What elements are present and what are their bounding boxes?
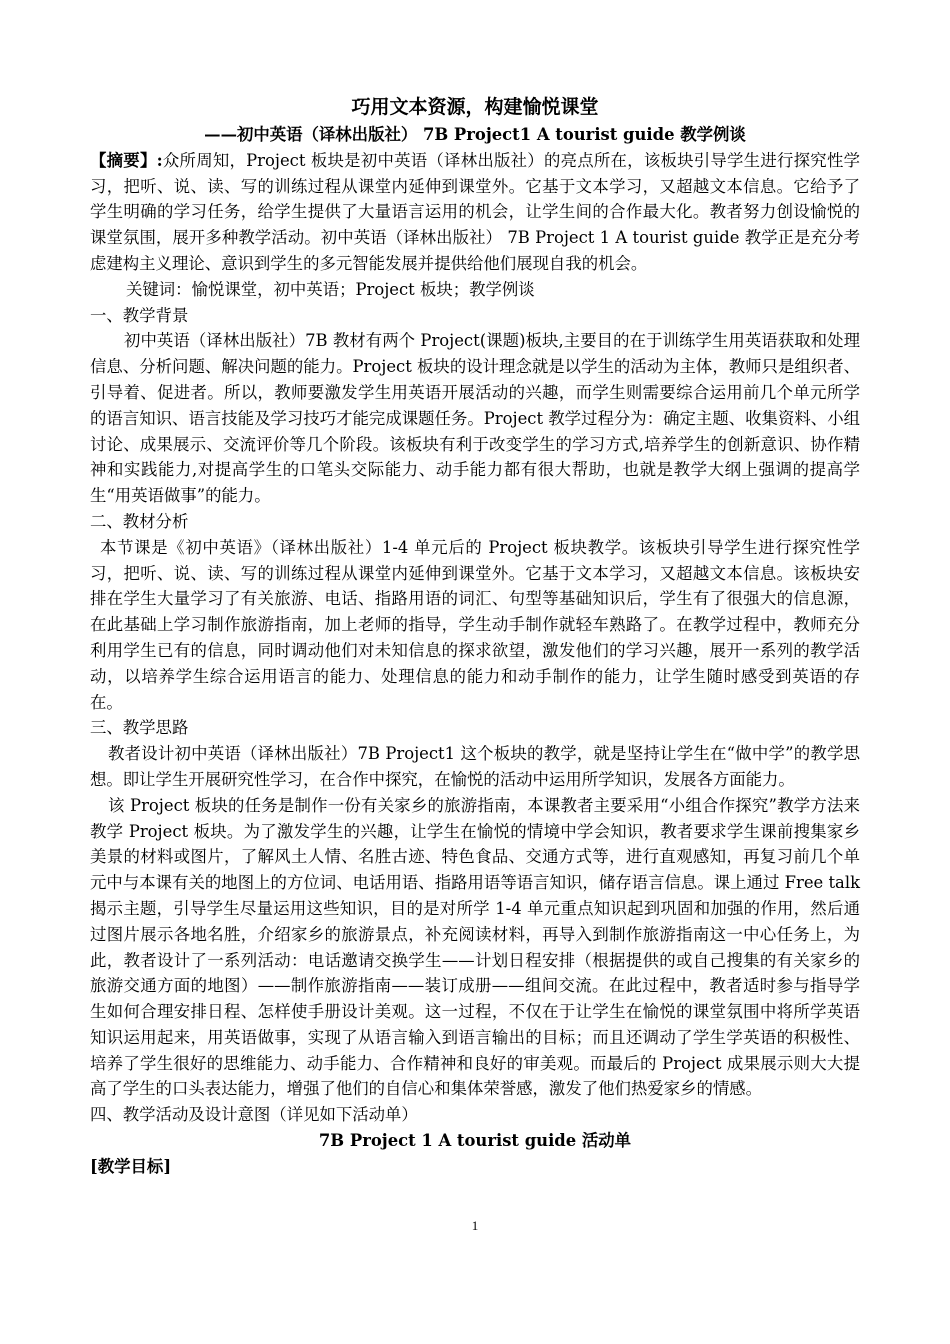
abstract-label: 【摘要】: [90, 150, 163, 170]
keywords: 关键词：愉悦课堂，初中英语；Project 板块；教学例谈 [126, 279, 535, 299]
abstract-paragraph [90, 148, 860, 277]
section-heading-activities: 四、教学活动及设计意图（详见如下活动单） [90, 1105, 418, 1125]
section-heading-background: 一、教学背景 [90, 305, 189, 325]
document-page [90, 92, 860, 1180]
page-number: 1 [471, 1218, 479, 1233]
document-subtitle: ——初中英语（译林出版社） 7B Project1 A tourist guide 教学例谈 [204, 125, 746, 144]
document-title: 巧用文本资源，构建愉悦课堂 [351, 96, 599, 118]
section-heading-approach: 三、教学思路 [90, 718, 189, 738]
section-paragraph: 本节课是《初中英语》（译林出版社）1-4 单元后的 Project 板块教学。该板块引导学生进行探究性学习，把听、说、读、写的训练过程从课堂内延伸到课堂外。它基于文本学习，又超越文本信息。该板块安排在学生大量学习了有关旅游、电话、指路用语的词汇、句型等基础知识后，学生有了很强大的信息源，在此基础上学习制作旅游指南，加上老师的指导，学生动手制作就轻车熟路了。在教学过程中，教师充分利用学生已有的信息，同时调动他们对未知信息的探求欲望，激发他们的学习兴趣，展开一系列的教学活动，以培养学生综合运用语言的能力、处理信息的能力和动手制作的能力，让学生随时感受到英语的存在。 [90, 537, 860, 712]
activity-sheet-title: 7B Project 1 A tourist guide 活动单 [318, 1131, 632, 1151]
section-paragraph: 教者设计初中英语（译林出版社）7B Project1 这个板块的教学，就是坚持让学生在“做中学”的教学思想。即让学生开展研究性学习，在合作中探究，在愉悦的活动中运用所学知识，发展各方面能力。 [90, 744, 860, 789]
abstract-text: 众所周知，Project 板块是初中英语（译林出版社）的亮点所在，该板块引导学生进行探究性学习，把听、说、读、写的训练过程从课堂内延伸到课堂外。它基于文本学习，又超越文本信息。它给予了学生明确的学习任务，给学生提供了大量语言运用的机会，让学生间的合作最大化。教者努力创设愉悦的课堂氛围，展开多种教学活动。初中英语（译林出版社） 7B Project 1 A tourist guide 教学正是充分考虑建构主义理论、意识到学生的多元智能发展并提供给他们展现自我的机会。 [90, 150, 860, 273]
section-paragraph: 该 Project 板块的任务是制作一份有关家乡的旅游指南，本课教者主要采用“小组合作探究”教学方法来教学 Project 板块。为了激发学生的兴趣，让学生在愉悦的情境中学会知识，教者要求学生课前搜集家乡美景的材料或图片，了解风土人情、名胜古迹、特色食品、交通方式等，进行直观感知，再复习前几个单元中与本课有关的地图上的方位词、电话用语、指路用语等语言知识，储存语言信息。课上通过 Free talk 揭示主题，引导学生尽量运用这些知识，目的是对所学 1-4 单元重点知识起到巩固和加强的作用，然后通过图片展示各地名胜，介绍家乡的旅游景点，补充阅读材料，再导入到制作旅游指南这一中心任务上，为此，教者设计了一系列活动：电话邀请交换学生——计划日程安排（根据提供的或自己搜集的有关家乡的旅游交通方面的地图）——制作旅游指南——装订成册——组间交流。在此过程中，教者适时参与指导学生如何合理安排日程、怎样使手册设计美观。这一过程，不仅在于让学生在愉悦的课堂氛围中将所学英语知识运用起来，用英语做事，实现了从语言输入到语言输出的目标；而且还调动了学生学英语的积极性、培养了学生很好的思维能力、动手能力、合作精神和良好的审美观。而最后的 Project 成果展示则大大提高了学生的口头表达能力，增强了他们的自信心和集体荣誉感，激发了他们热爱家乡的情感。 [90, 795, 860, 1099]
section-paragraph: 初中英语（译林出版社）7B 教材有两个 Project(课题)板块,主要目的在于训练学生用英语获取和处理信息、分析问题、解决问题的能力。Project 板块的设计理念就是以学生的活动为主体，教师只是组织者、引导着、促进者。所以，教师要激发学生用英语开展活动的兴趣，而学生则需要综合运用前几个单元所学的语言知识、语言技能及学习技巧才能完成课题任务。Project 教学过程分为：确定主题、收集资料、小组讨论、成果展示、交流评价等几个阶段。该板块有利于改变学生的学习方式,培养学生的创新意识、协作精神和实践能力,对提高学生的口笔头交际能力、动手能力都有很大帮助，也就是教学大纲上强调的提高学生“用英语做事”的能力。 [90, 331, 860, 506]
objectives-label: [教学目标] [90, 1156, 172, 1176]
section-heading-material: 二、教材分析 [90, 511, 189, 531]
